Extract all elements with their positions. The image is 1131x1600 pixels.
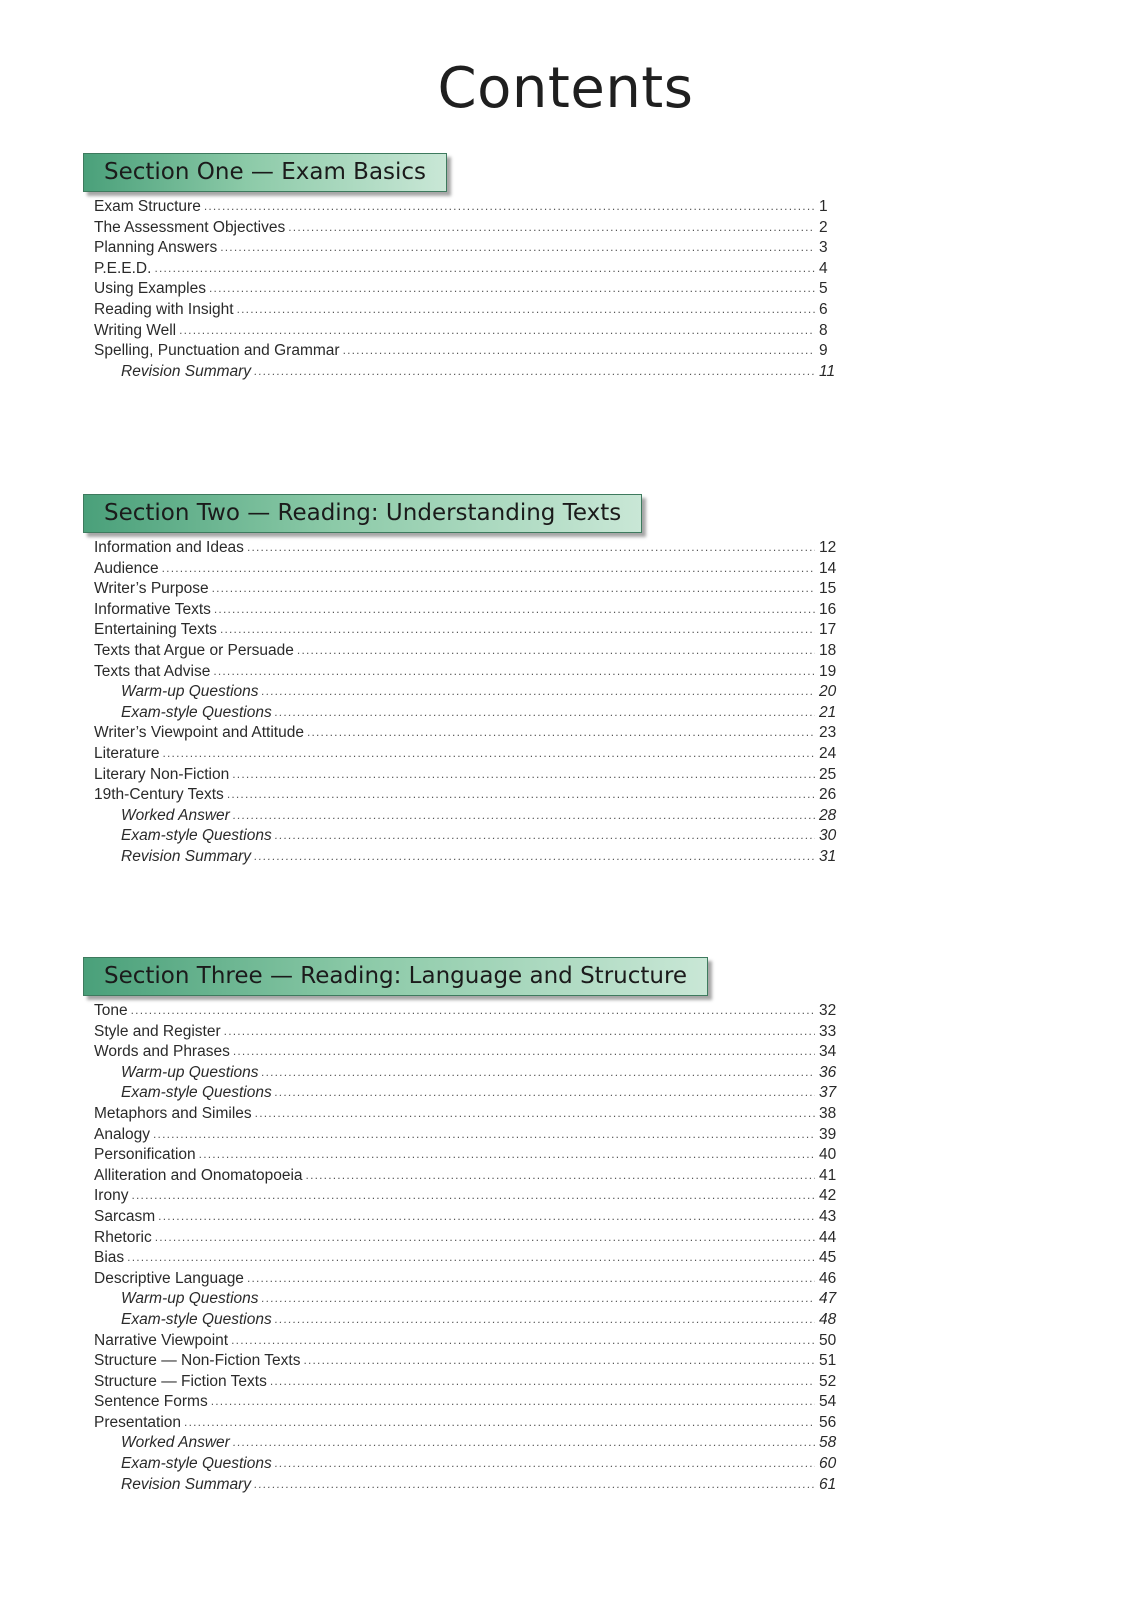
dot-leader [262,1291,815,1305]
toc-entry-label: Structure — Fiction Texts [94,1372,267,1390]
dot-leader [275,705,815,719]
toc-entry [83,239,843,260]
dot-leader [158,1209,815,1223]
toc-entry [83,766,843,787]
dot-leader [233,808,815,822]
dot-leader [247,540,815,554]
toc-entry-label: Words and Phrases [94,1043,230,1061]
toc-entry-label: Irony [94,1187,129,1205]
toc-page-number: 31 [819,847,837,865]
dot-leader [212,581,815,595]
toc-page-number: 33 [819,1022,837,1040]
dot-leader [127,1250,815,1264]
toc-page-number: 42 [819,1187,837,1205]
toc-page-number: 44 [819,1228,837,1246]
toc-page-number: 16 [819,600,837,618]
dot-leader [306,1168,815,1182]
toc-subentry [83,827,843,848]
toc-entry [83,1167,843,1188]
dot-leader [275,1312,815,1326]
toc-entry-label: Worked Answer [121,806,230,824]
toc-entry-label: Revision Summary [121,1475,252,1493]
dot-leader [131,1003,815,1017]
toc-entry-label: P.E.E.D. [94,259,152,277]
toc-subentry [83,683,843,704]
toc-entry [83,786,843,807]
toc-page-number: 46 [819,1269,837,1287]
toc-entry-label: Exam-style Questions [121,1310,272,1328]
toc-page-number: 4 [819,259,828,277]
toc-list [83,198,843,383]
dot-leader [220,240,815,254]
toc-entry-label: Informative Texts [94,600,211,618]
dot-leader [204,199,815,213]
toc-entry-label: Revision Summary [121,362,252,380]
toc-entry-label: Writing Well [94,321,177,339]
toc-page-number: 32 [819,1002,837,1019]
toc-entry-label: Rhetoric [94,1228,152,1246]
section-heading: Section One — Exam Basics [83,153,447,192]
toc-page-number: 2 [819,218,828,236]
toc-subentry [83,1290,843,1311]
toc-entry-label: Exam-style Questions [121,1084,272,1102]
toc-entry-label: 19th-Century Texts [94,786,224,804]
toc-page-number: 60 [819,1455,837,1473]
toc-subentry [83,1084,843,1105]
toc-page-number: 9 [819,342,828,360]
toc-entry [83,663,843,684]
toc-subentry [83,1434,843,1455]
dot-leader [184,1415,815,1429]
toc-entry [83,260,843,281]
toc-entry [83,1229,843,1250]
toc-entry-label: Worked Answer [121,1434,230,1452]
toc-entry-label: Warm-up Questions [121,1063,259,1081]
toc-page-number: 34 [819,1043,837,1061]
dot-leader [343,343,815,357]
toc-entry [83,342,843,363]
toc-entry [83,322,843,343]
toc-entry [83,1332,843,1353]
toc-entry [83,1105,843,1126]
toc-subentry [83,363,843,384]
dot-leader [153,1127,815,1141]
toc-entry-label: Using Examples [94,280,206,298]
toc-entry [83,1208,843,1229]
toc-entry [83,1043,843,1064]
toc-entry [83,1187,843,1208]
toc-entry-label: Exam Structure [94,198,201,215]
toc-page-number: 47 [819,1290,837,1308]
page-title: Contents [437,56,694,121]
dot-leader [288,220,815,234]
toc-entry-label: Sarcasm [94,1207,156,1225]
section-heading: Section Two — Reading: Understanding Texts [83,494,642,533]
section-heading: Section Three — Reading: Language and Structure [83,957,708,996]
dot-leader [237,302,815,316]
toc-page-number: 5 [819,280,828,298]
toc-entry [83,1270,843,1291]
dot-leader [214,602,815,616]
toc-page-number: 41 [819,1166,837,1184]
toc-entry-label: Writer’s Purpose [94,580,209,598]
toc-subentry [83,807,843,828]
toc-entry-label: Sentence Forms [94,1393,208,1411]
toc-entry [83,1249,843,1270]
toc-entry-label: Narrative Viewpoint [94,1331,229,1349]
toc-entry-label: Revision Summary [121,847,252,865]
toc-entry-label: Entertaining Texts [94,621,217,639]
toc-entry-label: Bias [94,1249,125,1267]
toc-page-number: 61 [819,1475,837,1493]
toc-entry-label: Analogy [94,1125,151,1143]
toc-page-number: 58 [819,1434,837,1452]
toc-entry-label: Tone [94,1002,128,1019]
dot-leader [209,281,815,295]
toc-entry [83,1352,843,1373]
dot-leader [154,261,815,275]
toc-entry [83,642,843,663]
toc-entry-label: Metaphors and Similes [94,1104,252,1122]
toc-entry-label: Style and Register [94,1022,221,1040]
dot-leader [307,725,815,739]
toc-page-number: 36 [819,1063,837,1081]
toc-entry [83,198,843,219]
dot-leader [275,828,815,842]
toc-entry-label: Exam-style Questions [121,703,272,721]
dot-leader [199,1147,815,1161]
toc-entry-label: Warm-up Questions [121,1290,259,1308]
toc-entry [83,280,843,301]
toc-page-number: 17 [819,621,837,639]
dot-leader [247,1271,815,1285]
toc-page-number: 48 [819,1310,837,1328]
toc-page-number: 37 [819,1084,837,1102]
toc-page-number: 19 [819,662,837,680]
toc-entry-label: Personification [94,1146,196,1164]
toc-entry [83,601,843,622]
dot-leader [211,1394,815,1408]
toc-page-number: 20 [819,683,837,701]
toc-page-number: 40 [819,1146,837,1164]
dot-leader [155,1230,815,1244]
toc-page-number: 39 [819,1125,837,1143]
toc-list [83,539,843,869]
toc-entry [83,1146,843,1167]
toc-page-number: 8 [819,321,828,339]
dot-leader [303,1353,815,1367]
toc-entry-label: Alliteration and Onomatopoeia [94,1166,303,1184]
dot-leader [131,1188,815,1202]
toc-entry [83,1126,843,1147]
dot-leader [213,664,815,678]
toc-subentry [83,1311,843,1332]
toc-entry-label: Texts that Argue or Persuade [94,641,294,659]
dot-leader [275,1085,815,1099]
dot-leader [232,767,815,781]
toc-subentry [83,1476,843,1497]
dot-leader [220,622,815,636]
section-one [83,153,843,383]
toc-entry-label: Texts that Advise [94,662,211,680]
toc-entry-label: Presentation [94,1413,182,1431]
toc-entry-label: Warm-up Questions [121,683,259,701]
dot-leader [255,1106,815,1120]
toc-list [83,1002,843,1496]
toc-entry [83,301,843,322]
toc-page-number: 45 [819,1249,837,1267]
toc-entry-label: The Assessment Objectives [94,218,286,236]
toc-page-number: 51 [819,1352,837,1370]
toc-entry-label: Literature [94,744,160,762]
dot-leader [162,561,815,575]
toc-entry-label: Exam-style Questions [121,1455,272,1473]
toc-entry [83,1023,843,1044]
dot-leader [270,1374,815,1388]
toc-page-number: 50 [819,1331,837,1349]
toc-page-number: 54 [819,1393,837,1411]
toc-page-number: 11 [819,362,836,380]
dot-leader [254,364,815,378]
toc-subentry [83,848,843,869]
section-two [83,494,843,869]
toc-page-number: 3 [819,239,828,257]
toc-entry [83,745,843,766]
dot-leader [262,684,815,698]
toc-page-number: 1 [819,198,828,215]
toc-page-number: 24 [819,744,837,762]
toc-entry [83,1393,843,1414]
dot-leader [297,643,815,657]
toc-entry-label: Exam-style Questions [121,827,272,845]
toc-entry-label: Spelling, Punctuation and Grammar [94,342,340,360]
toc-entry-label: Information and Ideas [94,539,244,556]
toc-entry [83,580,843,601]
toc-page-number: 15 [819,580,837,598]
toc-entry-label: Descriptive Language [94,1269,244,1287]
dot-leader [231,1333,815,1347]
toc-page-number: 23 [819,724,837,742]
toc-page-number: 25 [819,765,837,783]
dot-leader [254,1477,815,1491]
toc-page-number: 28 [819,806,837,824]
toc-page-number: 43 [819,1207,837,1225]
toc-entry-label: Writer’s Viewpoint and Attitude [94,724,304,742]
dot-leader [224,1024,815,1038]
toc-subentry [83,1064,843,1085]
dot-leader [233,1044,815,1058]
toc-entry-label: Audience [94,559,159,577]
toc-page-number: 26 [819,786,837,804]
toc-page-number: 38 [819,1104,837,1122]
toc-entry [83,1002,843,1023]
section-three [83,957,843,1496]
toc-page-number: 21 [819,703,837,721]
toc-entry [83,560,843,581]
toc-entry-label: Reading with Insight [94,300,234,318]
toc-page-number: 18 [819,641,837,659]
dot-leader [275,1456,815,1470]
toc-entry [83,1373,843,1394]
toc-entry [83,219,843,240]
toc-page-number: 6 [819,300,828,318]
toc-page-number: 30 [819,827,837,845]
toc-page-number: 52 [819,1372,837,1390]
dot-leader [162,746,815,760]
toc-entry-label: Structure — Non-Fiction Texts [94,1352,301,1370]
toc-subentry [83,1455,843,1476]
toc-entry [83,539,843,560]
toc-entry [83,621,843,642]
toc-page-number: 14 [819,559,837,577]
toc-subentry [83,704,843,725]
toc-entry [83,724,843,745]
toc-entry-label: Planning Answers [94,239,218,257]
dot-leader [233,1435,815,1449]
toc-entry [83,1414,843,1435]
toc-page-number: 12 [819,539,837,556]
toc-entry-label: Literary Non-Fiction [94,765,230,783]
toc-page-number: 56 [819,1413,837,1431]
dot-leader [179,323,815,337]
dot-leader [254,849,815,863]
dot-leader [262,1065,815,1079]
dot-leader [227,787,815,801]
